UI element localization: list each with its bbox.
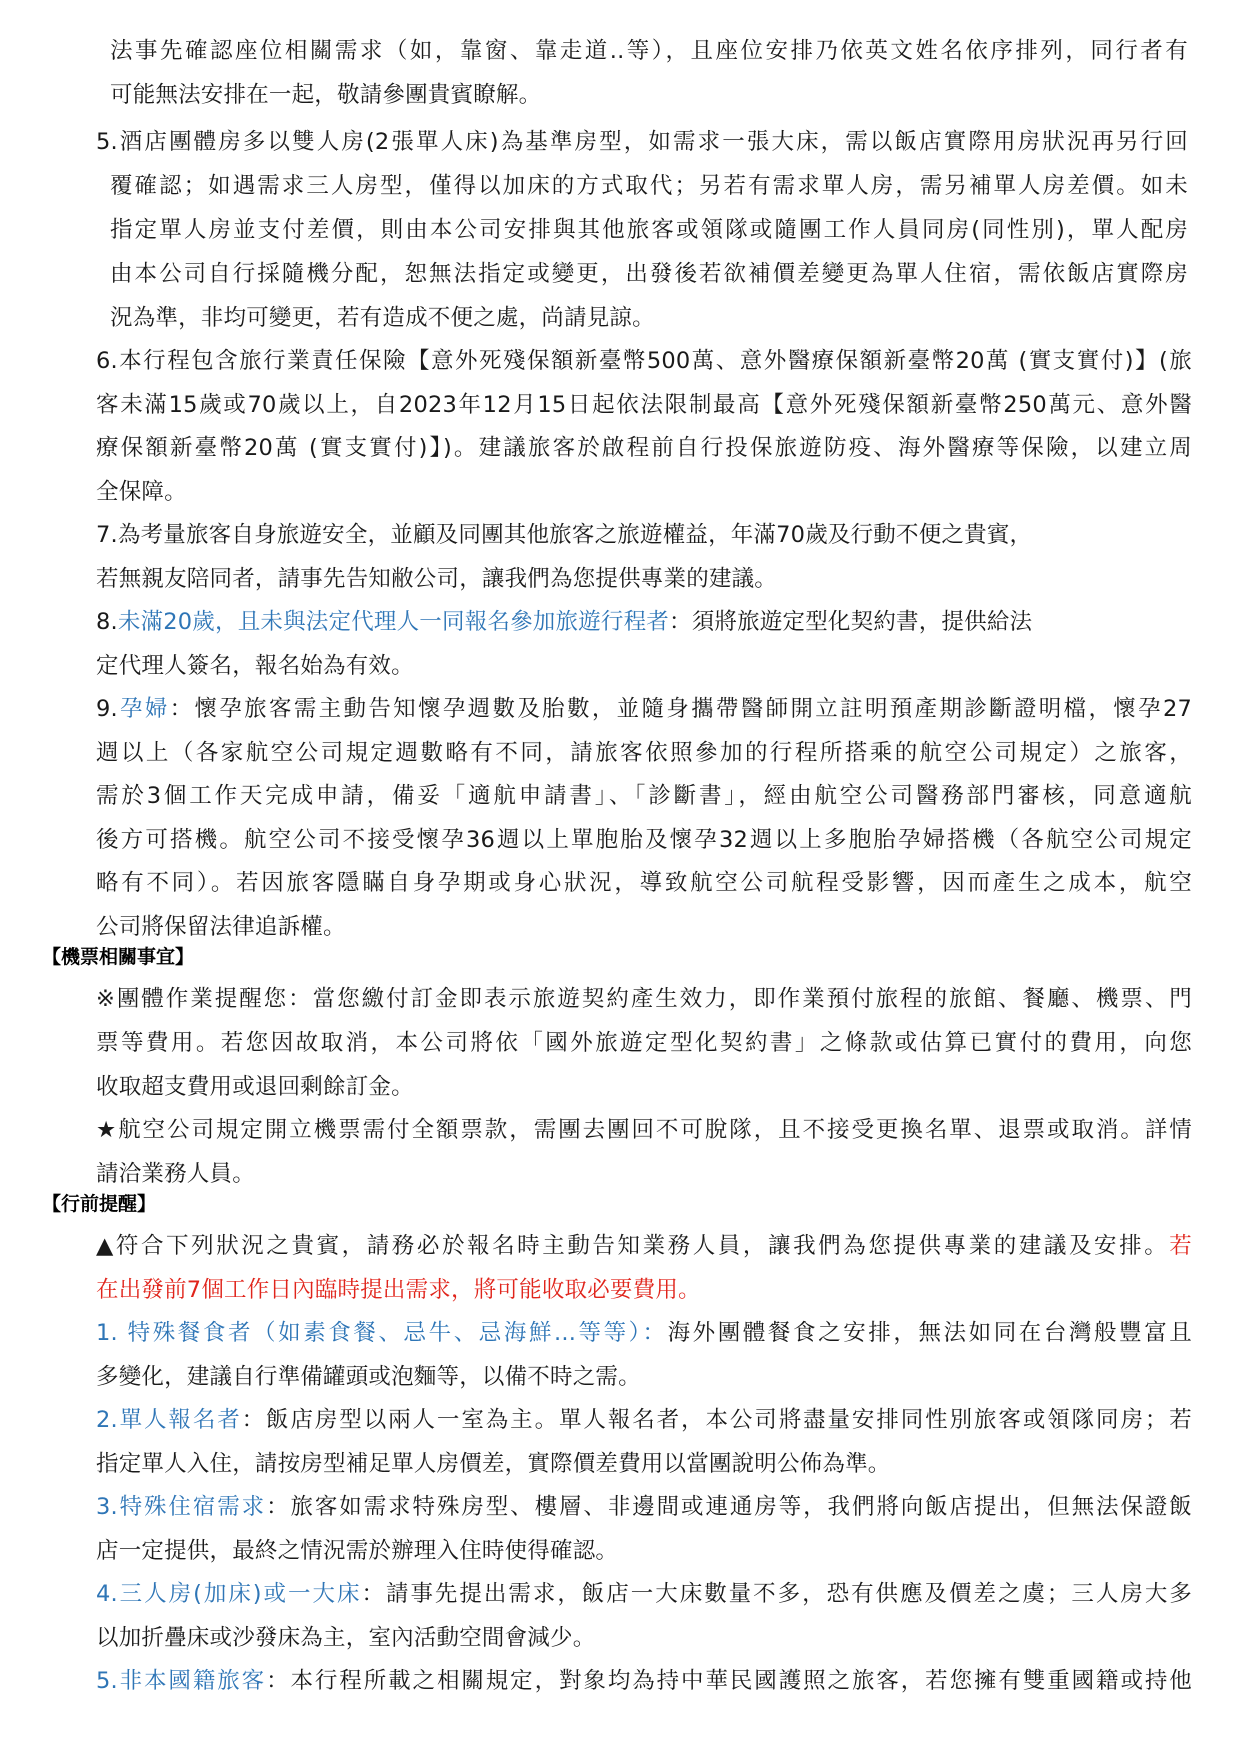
item6-line-2: 客未滿15歲或70歲以上，自2023年12月15日起依法限制最高【意外死殘保額新臺幣250萬元、意外醫 xyxy=(96,392,1192,418)
item9-number: 9. xyxy=(96,696,118,722)
item6-line-3: 療保額新臺幣20萬 (實支實付)】)。建議旅客於啟程前自行投保旅遊防疫、海外醫療等保險，以建立周 xyxy=(96,435,1192,461)
ticket-note1-line-1: ※團體作業提醒您：當您繳付訂金即表示旅遊契約產生效力，即作業預付旅程的旅館、餐廳、機票、門 xyxy=(96,986,1192,1012)
item5-line-2: 覆確認；如遇需求三人房型，僅得以加床的方式取代；另若有需求單人房，需另補單人房差價。如未 xyxy=(110,173,1188,199)
pretrip-section-heading: 【行前提醒】 xyxy=(42,1193,157,1215)
seat-note-line-1: 法事先確認座位相關需求（如，靠窗、靠走道..等），且座位安排乃依英文姓名依序排列，同行者有 xyxy=(110,38,1188,64)
pretrip-item2-rest: ：飯店房型以兩人一室為主。單人報名者，本公司將盡量安排同性別旅客或領隊同房；若 xyxy=(241,1407,1192,1433)
pretrip-item1-rest: 海外團體餐食之安排，無法如同在台灣般豐富且 xyxy=(667,1320,1192,1346)
pretrip-item4-rest: ：請事先提出需求，飯店一大床數量不多，恐有供應及價差之虞；三人房大多 xyxy=(361,1581,1192,1607)
item8-rest: ：須將旅遊定型化契約書，提供給法 xyxy=(669,609,1033,635)
item6-line-1: 6.本行程包含旅行業責任保險【意外死殘保額新臺幣500萬、意外醫療保額新臺幣20萬 (實支實付)】(旅 xyxy=(96,348,1192,374)
pretrip-item2-line-2: 指定單人入住，請按房型補足單人房價差，實際價差費用以當團說明公佈為準。 xyxy=(96,1451,891,1477)
item9-highlight: 孕婦 xyxy=(117,696,170,722)
pretrip-item4-line-1 xyxy=(96,1578,1192,1610)
item9-line-1 xyxy=(96,693,1192,725)
item9-line-2: 週以上（各家航空公司規定週數略有不同，請旅客依照參加的行程所搭乘的航空公司規定）之旅客， xyxy=(96,740,1192,766)
item9-line-4: 後方可搭機。航空公司不接受懷孕36週以上單胞胎及懷孕32週以上多胞胎孕婦搭機（各航空公司規定 xyxy=(96,827,1192,853)
pretrip-intro-warning: 在出發前7個工作日內臨時提出需求，將可能收取必要費用。 xyxy=(96,1277,701,1303)
item7-line-2: 若無親友陪同者，請事先告知敝公司，讓我們為您提供專業的建議。 xyxy=(96,566,778,592)
item9-line-6: 公司將保留法律追訴權。 xyxy=(96,914,346,940)
ticket-section-heading: 【機票相關事宜】 xyxy=(42,946,195,968)
pretrip-intro-text: ▲符合下列狀況之貴賓，請務必於報名時主動告知業務人員，讓我們為您提供專業的建議及安排。 xyxy=(96,1233,1170,1259)
item5-line-4: 由本公司自行採隨機分配，恕無法指定或變更，出發後若欲補價差變更為單人住宿，需依飯店實際房 xyxy=(110,261,1188,287)
pretrip-intro-line-1 xyxy=(96,1230,1192,1262)
pretrip-item5-label: 5.非本國籍旅客 xyxy=(96,1668,267,1694)
item5-line-5: 況為準，非均可變更，若有造成不便之處，尚請見諒。 xyxy=(110,305,655,331)
pretrip-item1-line-2: 多變化，建議自行準備罐頭或泡麵等，以備不時之需。 xyxy=(96,1364,641,1390)
ticket-note2-line-1: ★航空公司規定開立機票需付全額票款，需團去團回不可脫隊，且不接受更換名單、退票或取消。詳情 xyxy=(96,1117,1192,1143)
pretrip-item2-line-1 xyxy=(96,1404,1192,1436)
pretrip-item5-rest: ：本行程所載之相關規定，對象均為持中華民國護照之旅客，若您擁有雙重國籍或持他 xyxy=(266,1668,1192,1694)
pretrip-item3-line-2: 店一定提供，最終之情況需於辦理入住時使得確認。 xyxy=(96,1538,619,1564)
seat-note-line-2: 可能無法安排在一起，敬請參團貴賓瞭解。 xyxy=(110,82,542,108)
ticket-note1-line-3: 收取超支費用或退回剩餘訂金。 xyxy=(96,1074,414,1100)
pretrip-item3-rest: ：旅客如需求特殊房型、樓層、非邊間或連通房等，我們將向飯店提出，但無法保證飯 xyxy=(266,1494,1192,1520)
item8-line-1 xyxy=(96,606,1032,638)
item8-number: 8. xyxy=(96,609,118,635)
item9-line-3: 需於3個工作天完成申請，備妥「適航申請書」、「診斷書」，經由航空公司醫務部門審核，同意適航 xyxy=(96,783,1192,809)
pretrip-item5-line-1 xyxy=(96,1665,1192,1697)
item9-line-5: 略有不同）。若因旅客隱瞞自身孕期或身心狀況，導致航空公司航程受影響，因而產生之成本，航空 xyxy=(96,870,1192,896)
item7-line-1: 7.為考量旅客自身旅遊安全，並顧及同團其他旅客之旅遊權益，年滿70歲及行動不便之貴賓， xyxy=(96,522,1033,548)
item9-rest: ：懷孕旅客需主動告知懷孕週數及胎數，並隨身攜帶醫師開立註明預產期診斷證明檔，懷孕27 xyxy=(169,696,1192,722)
item8-highlight: 未滿20歲，且未與法定代理人一同報名參加旅遊行程者 xyxy=(117,609,670,635)
item6-line-4: 全保障。 xyxy=(96,479,187,505)
pretrip-intro-warning-start: 若 xyxy=(1169,1233,1192,1259)
ticket-note2-line-2: 請洽業務人員。 xyxy=(96,1161,255,1187)
ticket-note1-line-2: 票等費用。若您因故取消，本公司將依「國外旅遊定型化契約書」之條款或估算已實付的費用，向您 xyxy=(96,1030,1192,1056)
pretrip-item4-line-2: 以加折疊床或沙發床為主，室內活動空間會減少。 xyxy=(96,1625,596,1651)
pretrip-item4-label: 4.三人房(加床)或一大床 xyxy=(96,1581,362,1607)
pretrip-item1-label: 1. 特殊餐食者（如素食餐、忌牛、忌海鮮...等等）： xyxy=(96,1320,668,1346)
pretrip-item1-line-1 xyxy=(96,1317,1192,1349)
item8-line-2: 定代理人簽名，報名始為有效。 xyxy=(96,653,414,679)
item5-line-1: 5.酒店團體房多以雙人房(2張單人床)為基準房型，如需求一張大床，需以飯店實際用房狀況再另行回 xyxy=(96,129,1188,155)
pretrip-item2-label: 2.單人報名者 xyxy=(96,1407,242,1433)
pretrip-item3-label: 3.特殊住宿需求 xyxy=(96,1494,267,1520)
pretrip-item3-line-1 xyxy=(96,1491,1192,1523)
item5-line-3: 指定單人房並支付差價，則由本公司安排與其他旅客或領隊或隨團工作人員同房(同性別)，單人配房 xyxy=(110,217,1188,243)
